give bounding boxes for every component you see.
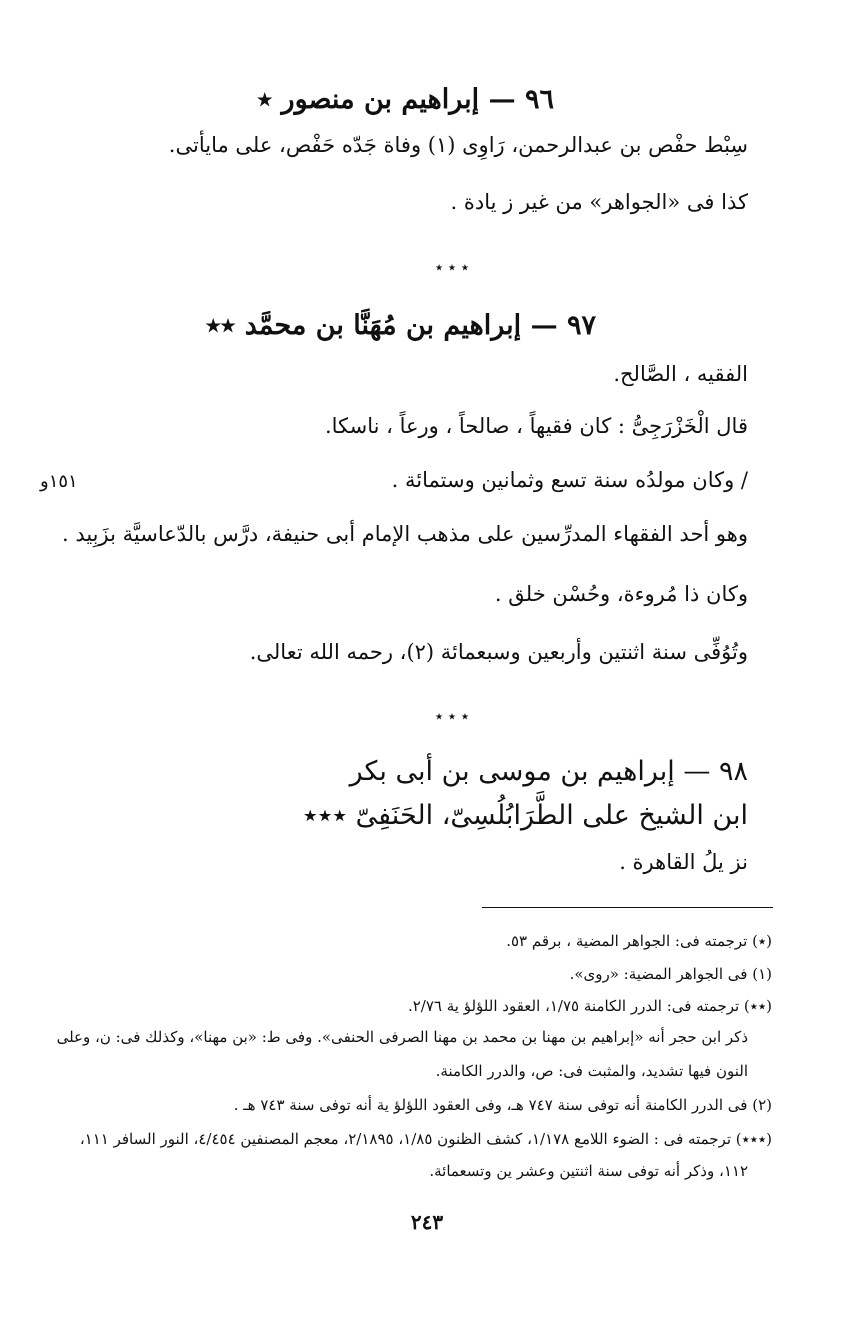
footnote-1: (١) فى الجواهر المضية: «روى». [569, 965, 772, 983]
footnote-2: (٢) فى الدرر الكامنة أنه توفى سنة ٧٤٧ هـ، وفى العقود اللؤلؤ ية أنه توفى سنة ٧٤٣ هـ . [233, 1096, 772, 1114]
entry-98-heading-line-1: ٩٨ — إبراهيم بن موسى بن أبى بكر [349, 756, 748, 787]
entry-97-line-2: قال الْخَزْرَجِىُّ : كان فقيهاً ، صالحاً ، ورعاً ، ناسكا. [324, 414, 748, 438]
footnote-star-2-cont-1: ذكر ابن حجر أنه «إبراهيم بن مهنا بن محمد بن مهنا الصرفى الحنفى». وفى ط: «بن مهنا»، وكذلك فى: ن، وعلى [56, 1028, 748, 1046]
section-separator: ٭ ٭ ٭ [434, 258, 469, 276]
entry-97-line-4: وهو أحد الفقهاء المدرِّسين على مذهب الإمام أبى حنيفة، درَّس بالدّعاسيَّة بزَبِيد . [61, 522, 748, 546]
entry-97-line-3: / وكان مولدُه سنة تسع وثمانين وستمائة . [391, 468, 748, 492]
footnote-star-2-cont-2: النون فيها تشديد، والمثبت فى: ص، والدرر الكامنة. [435, 1062, 748, 1080]
section-separator: ٭ ٭ ٭ [434, 707, 469, 725]
entry-96-line-1: سِبْط حفْص بن عبدالرحمن، رَاوِى (١) وفاة جَدّه حَفْص، على مايأتى. [168, 133, 748, 157]
entry-97-heading: ٩٧ — إبراهيم بن مُهَنَّا بن محمَّد ٭٭ [205, 310, 596, 341]
footnote-rule [482, 907, 773, 908]
entry-96-line-2: كذا فى «الجواهر» من غير ز يادة . [450, 190, 748, 214]
footnote-star-3: (٭٭٭) ترجمته فى : الضوء اللامع ١/١٧٨، كشف الظنون ١/٨٥، ٢/١٨٩٥، معجم المصنفين ٤/٤٥٤، النور السافر ١١١، [79, 1130, 772, 1148]
footnote-star-2: (٭٭) ترجمته فى: الدرر الكامنة ١/٧٥، العقود اللؤلؤ ية ٢/٧٦. [407, 997, 772, 1015]
entry-97-line-1: الفقيه ، الصَّالح. [613, 362, 748, 386]
margin-folio-note: ١٥١و [40, 471, 78, 492]
footnote-star-1: (٭) ترجمته فى: الجواهر المضية ، برقم ٥٣. [506, 932, 772, 950]
entry-97-line-5: وكان ذا مُروءة، وحُسْن خلق . [494, 582, 748, 606]
entry-97-line-6: وتُوُفِّى سنة اثنتين وأربعين وسبعمائة (٢)، رحمه الله تعالى. [249, 640, 748, 664]
page-number: ٢٤٣ [410, 1210, 444, 1234]
entry-98-heading-line-2: ابن الشيخ على الطَّرَابُلُسِىّ، الحَنَفِىّ ٭٭٭ [302, 800, 748, 831]
entry-98-line-1: نز يلُ القاهرة . [619, 850, 748, 874]
footnote-star-3-cont: ١١٢، وذكر أنه توفى سنة اثنتين وعشر ين وتسعمائة. [429, 1162, 748, 1180]
entry-96-heading: ٩٦ — إبراهيم بن منصور ٭ [257, 84, 554, 115]
